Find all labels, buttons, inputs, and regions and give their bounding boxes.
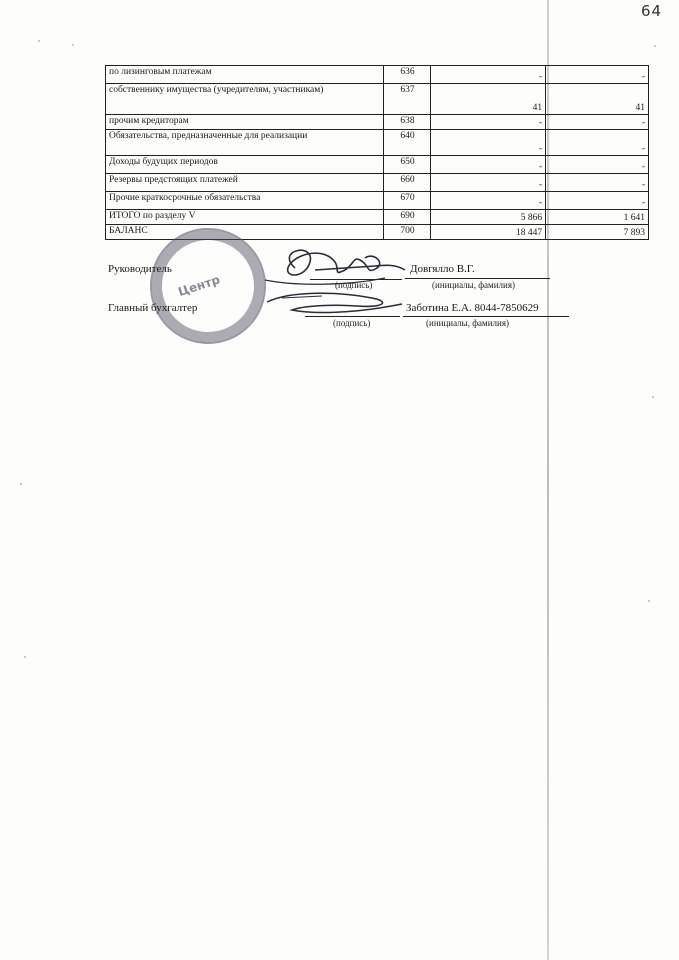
row-code: 670 — [384, 192, 431, 210]
accountant-signature — [262, 288, 412, 318]
scan-speck — [654, 45, 656, 47]
row-value-prior: - — [546, 115, 649, 130]
head-signature-caption: (подпись) — [335, 280, 373, 290]
row-name: БАЛАНС — [106, 225, 384, 240]
table-row — [106, 130, 649, 156]
head-signature — [255, 240, 415, 295]
row-value-prior: - — [546, 174, 649, 192]
row-value-prior: - — [546, 66, 649, 84]
row-name: прочим кредиторам — [106, 115, 384, 130]
row-code: 660 — [384, 174, 431, 192]
scan-speck — [652, 396, 654, 398]
row-name: Обязательства, предназначенные для реализации — [106, 130, 384, 156]
table-row — [106, 66, 649, 84]
row-value-current: - — [431, 192, 546, 210]
accountant-name-line — [403, 316, 569, 317]
row-code: 636 — [384, 66, 431, 84]
accountant-signature-caption: (подпись) — [333, 318, 371, 328]
head-name: Довгялло В.Г. — [410, 263, 475, 275]
row-value-prior: - — [546, 192, 649, 210]
row-code: 638 — [384, 115, 431, 130]
row-value-current: - — [431, 174, 546, 192]
head-label: Руководитель — [108, 263, 172, 275]
row-value-current: 18 447 — [431, 225, 546, 240]
scan-speck — [38, 40, 40, 42]
table-row — [106, 174, 649, 192]
row-value-prior: - — [546, 130, 649, 156]
row-code: 700 — [384, 225, 431, 240]
table-row — [106, 156, 649, 174]
head-name-line — [405, 278, 550, 279]
scan-speck — [72, 44, 74, 46]
row-value-current: - — [431, 156, 546, 174]
row-name: Доходы будущих периодов — [106, 156, 384, 174]
row-value-prior: 41 — [546, 84, 649, 115]
row-code: 650 — [384, 156, 431, 174]
scan-speck — [20, 483, 22, 485]
row-code: 690 — [384, 210, 431, 225]
balance-table — [105, 65, 649, 240]
row-value-current: - — [431, 130, 546, 156]
accountant-initials-caption: (инициалы, фамилия) — [426, 318, 509, 328]
accountant-name: Заботина Е.А. 8044-7850629 — [406, 302, 539, 314]
row-name: по лизинговым платежам — [106, 66, 384, 84]
row-value-current: 5 866 — [431, 210, 546, 225]
page-number: 64 — [641, 2, 663, 20]
row-name: Резервы предстоящих платежей — [106, 174, 384, 192]
row-value-current: - — [431, 66, 546, 84]
row-value-prior: 7 893 — [546, 225, 649, 240]
table-row — [106, 115, 649, 130]
row-name: Прочие краткосрочные обязательства — [106, 192, 384, 210]
row-value-current: 41 — [431, 84, 546, 115]
row-value-current: - — [431, 115, 546, 130]
table-row — [106, 210, 649, 225]
row-value-prior: - — [546, 156, 649, 174]
table-row — [106, 192, 649, 210]
accountant-label: Главный бухгалтер — [108, 302, 198, 314]
stamp-text: Центр — [176, 272, 222, 300]
head-initials-caption: (инициалы, фамилия) — [432, 280, 515, 290]
scan-speck — [24, 656, 26, 658]
row-name: собственнику имущества (учредителям, участникам) — [106, 84, 384, 115]
row-name: ИТОГО по разделу V — [106, 210, 384, 225]
table-row — [106, 84, 649, 115]
row-value-prior: 1 641 — [546, 210, 649, 225]
row-code: 640 — [384, 130, 431, 156]
row-code: 637 — [384, 84, 431, 115]
scan-speck — [648, 600, 650, 602]
